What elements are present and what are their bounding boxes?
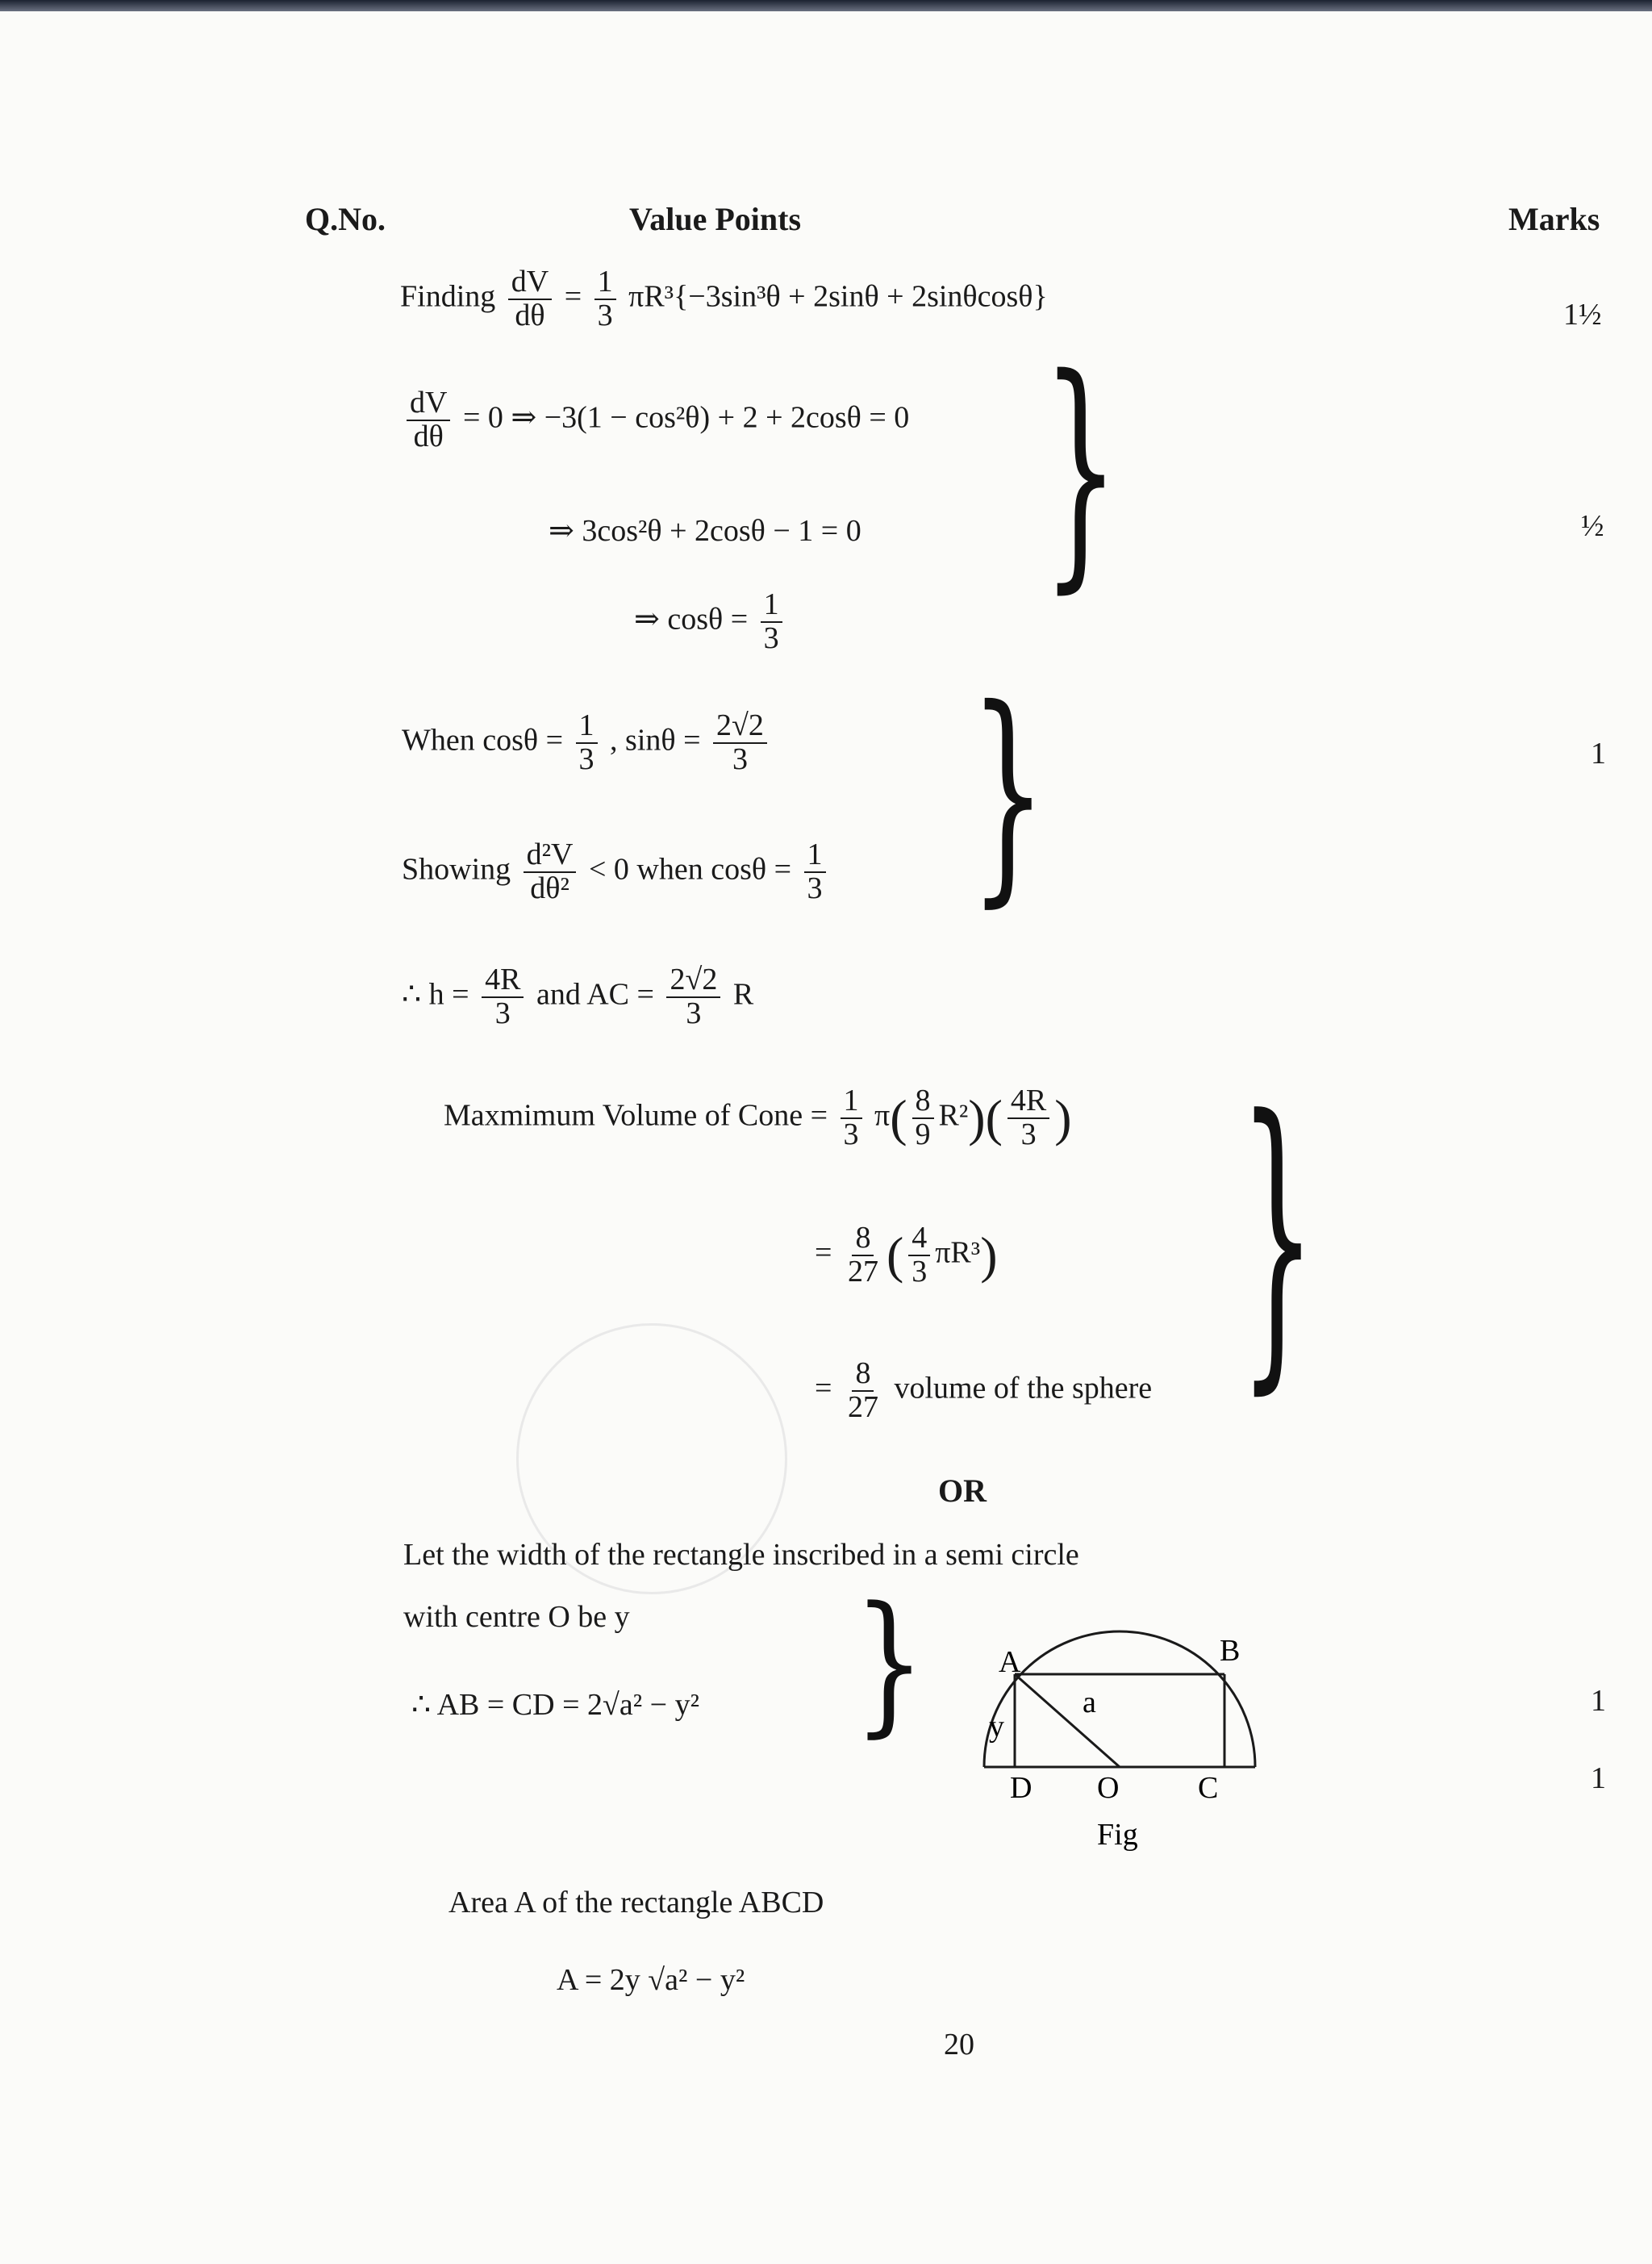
label-d: D xyxy=(1010,1771,1032,1805)
four-thirds: $\frac{4}{3}$ xyxy=(908,1222,930,1289)
scan-top-edge xyxy=(0,0,1652,11)
brace-1: } xyxy=(1042,327,1120,616)
cos-result xyxy=(634,589,787,655)
r-letter: R xyxy=(732,977,754,1012)
semicircle-arc xyxy=(984,1631,1255,1767)
sin-text: , sinθ = xyxy=(610,723,701,758)
one-third-fraction-2: $\frac{1}{3}$ xyxy=(761,589,782,655)
marks-header: Marks xyxy=(1508,201,1600,237)
one-third-fraction-5: $\frac{1}{3}$ xyxy=(841,1085,862,1151)
brace-4: } xyxy=(853,1574,926,1752)
dv-dtheta-fraction: $\frac{dV}{d\theta}$ xyxy=(508,266,552,332)
value-points-header: Value Points xyxy=(629,201,802,237)
figure-caption: Fig xyxy=(1097,1818,1138,1852)
mark-1: 1½ xyxy=(1563,298,1602,332)
when-cos-line xyxy=(402,710,772,776)
max-volume-line: Maxmimum Volume of Cone = $\frac{1}{3}$ π( $\frac{8}{9}$ R²)( $\frac{4R}{3}$ ) xyxy=(444,1084,1072,1151)
eight-27ths: $\frac{8}{27}$ xyxy=(847,1221,878,1289)
let-width-text: Let the width of the rectangle inscribed in a semi circle xyxy=(403,1538,1079,1572)
dv-dtheta-fraction-2: $\frac{dV}{d\theta}$ xyxy=(407,387,450,453)
r-squared: R² xyxy=(938,1098,969,1133)
two-root-two-third: $\frac{2√2}{3}$ xyxy=(713,710,767,776)
volume-sphere-text: volume of the sphere xyxy=(894,1371,1153,1406)
mark-5: 1 xyxy=(1591,1761,1606,1795)
volume-step-2: = $\frac{8}{27}$ ( $\frac{4}{3}$ πR³) xyxy=(815,1221,998,1289)
derivative-zero-rhs: = 0 ⇒ −3(1 − cos²θ) + 2 + 2cosθ = 0 xyxy=(462,400,910,435)
one-third-fraction-4: $\frac{1}{3}$ xyxy=(804,839,826,905)
pi-r-cubed: πR³ xyxy=(935,1235,981,1270)
mark-2: ½ xyxy=(1581,509,1604,543)
four-r-third: $\frac{4R}{3}$ xyxy=(482,964,524,1030)
one-third-fraction-3: $\frac{1}{3}$ xyxy=(576,710,598,776)
mark-3: 1 xyxy=(1591,737,1606,771)
semicircle-figure xyxy=(968,1606,1291,1872)
label-c: C xyxy=(1198,1771,1219,1805)
label-y: y xyxy=(989,1710,1004,1744)
second-derivative-fraction: $\frac{\text{d²V}}{\text{dθ²}}$ xyxy=(524,839,577,905)
two-root-two-third-2: $\frac{2√2}{3}$ xyxy=(666,964,720,1030)
derivative-zero-equation xyxy=(402,387,909,453)
volume-step-3: = $\frac{8}{27}$ volume of the sphere xyxy=(815,1356,1153,1424)
cos-eq-text: ⇒ cosθ = xyxy=(634,602,749,637)
eight-ninths: $\frac{8}{9}$ xyxy=(912,1085,934,1151)
area-label: Area A of the rectangle ABCD xyxy=(448,1886,824,1919)
therefore-h: ∴ h = xyxy=(402,977,469,1012)
area-formula: A = 2y √a² − y² xyxy=(557,1963,745,1997)
label-o: O xyxy=(1097,1771,1120,1805)
quadratic-equation: ⇒ 3cos²θ + 2cosθ − 1 = 0 xyxy=(549,514,861,548)
qno-header: Q.No. xyxy=(305,201,386,237)
lt-zero-when: < 0 when cosθ = xyxy=(588,852,792,887)
label-b: B xyxy=(1220,1634,1241,1668)
mark-4: 1 xyxy=(1591,1684,1606,1718)
page-number: 20 xyxy=(944,2028,974,2061)
showing-line xyxy=(402,839,831,905)
pi-symbol: π xyxy=(874,1098,891,1133)
when-text: When cosθ = xyxy=(402,723,564,758)
finding-word: Finding xyxy=(400,279,496,314)
ab-cd-equation: ∴ AB = CD = 2√a² − y² xyxy=(411,1688,699,1722)
label-a: A xyxy=(999,1645,1021,1679)
brace-3: } xyxy=(1239,1055,1316,1422)
finding-rhs: πR³{−3sin³θ + 2sinθ + 2sinθcosθ} xyxy=(628,279,1048,314)
max-volume-label: Maxmimum Volume of Cone = xyxy=(444,1098,828,1133)
and-ac: and AC = xyxy=(536,977,654,1012)
finding-equation: Finding $\frac{dV}{d\theta}$ = $\frac{1}{3}$ πR³{−3sin³θ + 2sinθ + 2sinθcosθ} xyxy=(400,265,1048,332)
label-radius-a: a xyxy=(1083,1685,1096,1719)
or-separator: OR xyxy=(938,1472,987,1509)
eight-27ths-2: $\frac{8}{27}$ xyxy=(847,1356,878,1424)
brace-2: } xyxy=(970,661,1047,928)
showing-word: Showing xyxy=(402,852,511,887)
with-centre-text: with centre O be y xyxy=(403,1600,630,1634)
radius-oa xyxy=(1015,1674,1120,1767)
h-and-ac-line xyxy=(402,964,753,1030)
four-r-third-2: $\frac{4R}{3}$ xyxy=(1007,1085,1049,1151)
one-third-fraction: $\frac{1}{3}$ xyxy=(594,266,616,332)
